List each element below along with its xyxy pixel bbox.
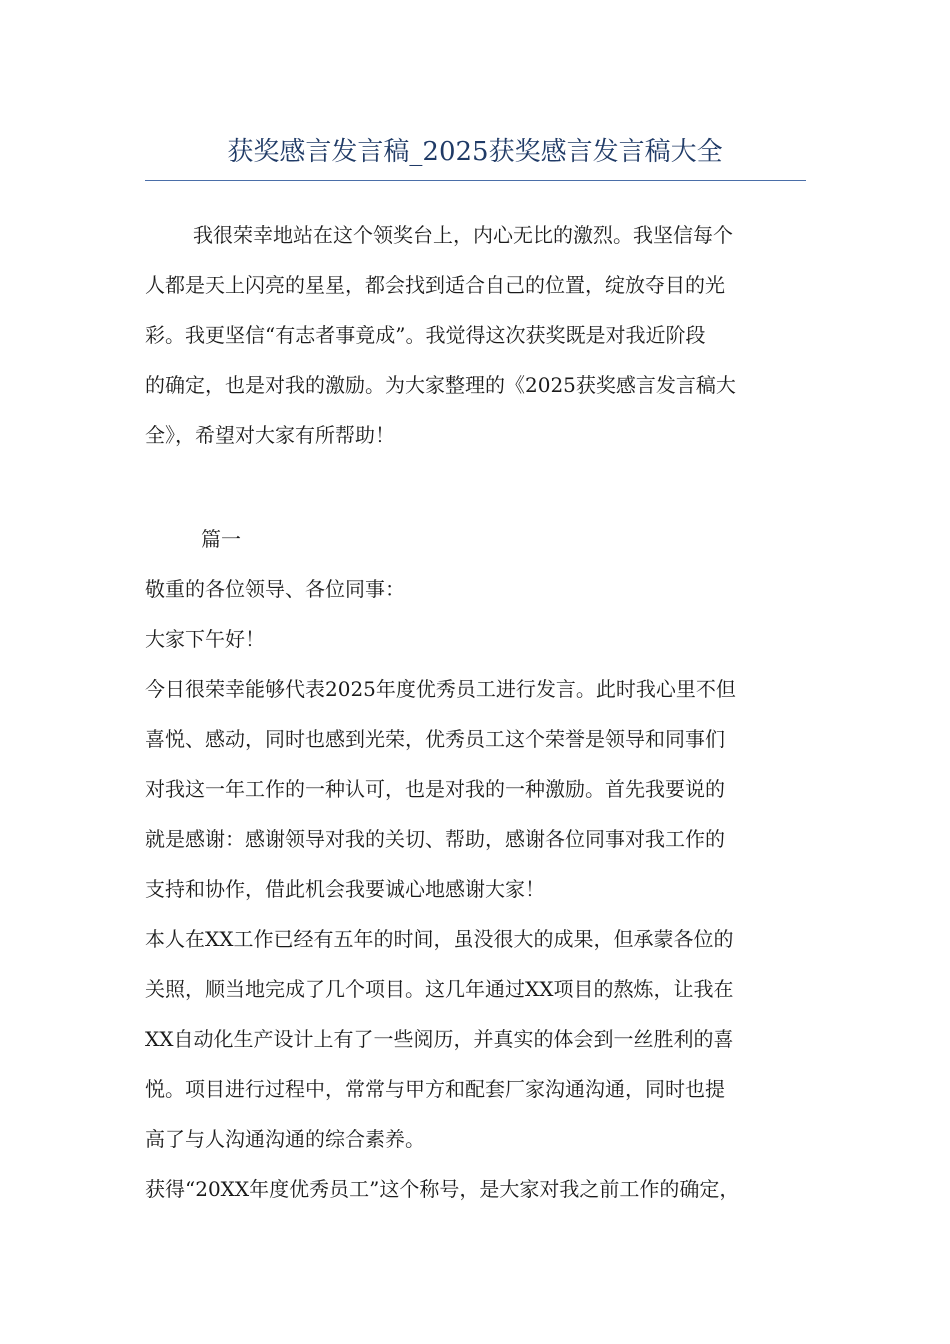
para2-line: 关照，顺当地完成了几个项目。这几年通过XX项目的熬炼，让我在 [145, 977, 734, 1001]
intro-line: 我很荣幸地站在这个领奖台上，内心无比的激烈。我坚信每个 [193, 223, 733, 247]
document-body [145, 210, 810, 1214]
intro-line: 人都是天上闪亮的星星，都会找到适合自己的位置，绽放夺目的光 [145, 273, 725, 297]
para2-line: XX自动化生产设计上有了一些阅历，并真实的体会到一丝胜利的喜 [145, 1027, 734, 1051]
para1-line: 支持和协作，借此机会我要诚心地感谢大家！ [145, 877, 545, 901]
greeting: 大家下午好！ [145, 627, 265, 651]
intro-line: 全》，希望对大家有所帮助！ [145, 423, 395, 447]
para2-line: 悦。项目进行过程中，常常与甲方和配套厂家沟通沟通，同时也提 [145, 1077, 725, 1101]
para2-line: 本人在XX工作已经有五年的时间，虽没很大的成果，但承蒙各位的 [145, 927, 734, 951]
section-heading: 篇一 [201, 527, 241, 551]
para3-line: 获得“20XX年度优秀员工”这个称号，是大家对我之前工作的确定， [145, 1177, 740, 1201]
para1-line: 今日很荣幸能够代表2025年度优秀员工进行发言。此时我心里不但 [145, 677, 736, 701]
document-title: 获奖感言发言稿_2025获奖感言发言稿大全 [227, 137, 723, 167]
section-spacer [145, 460, 810, 514]
para2-line: 高了与人沟通沟通的综合素养。 [145, 1127, 425, 1151]
intro-line: 的确定，也是对我的激励。为大家整理的《2025获奖感言发言稿大 [145, 373, 736, 397]
title-underline [145, 180, 806, 181]
salutation: 敬重的各位领导、各位同事： [145, 577, 405, 601]
intro-line: 彩。我更坚信“有志者事竟成”。我觉得这次获奖既是对我近阶段 [145, 323, 706, 347]
para1-line: 就是感谢：感谢领导对我的关切、帮助，感谢各位同事对我工作的 [145, 827, 725, 851]
para1-line: 喜悦、感动，同时也感到光荣，优秀员工这个荣誉是领导和同事们 [145, 727, 725, 751]
para1-line: 对我这一年工作的一种认可，也是对我的一种激励。首先我要说的 [145, 777, 725, 801]
